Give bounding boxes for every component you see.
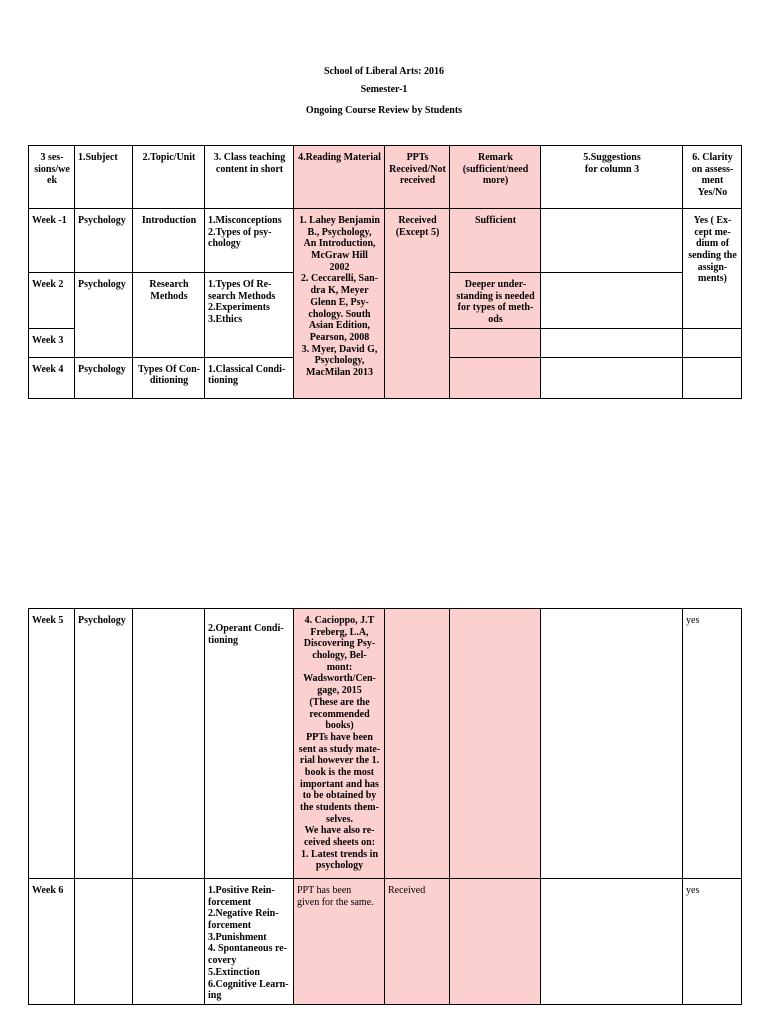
- suggestions-cell: [541, 273, 683, 329]
- suggestions-cell: [541, 357, 683, 398]
- header-reading: 4.Reading Material: [294, 146, 385, 209]
- subject-cell: Psychology: [75, 209, 133, 273]
- header-suggestions: 5.Suggestions for column 3: [541, 146, 683, 209]
- topic-cell: Types Of Con- ditioning: [133, 357, 205, 398]
- week-cell: Week -1: [29, 209, 75, 273]
- school-title: School of Liberal Arts: 2016: [324, 66, 444, 77]
- content-cell: 1.Misconceptions 2.Types of psy- chology: [205, 209, 294, 273]
- content-cell: 1.Classical Condi- tioning: [205, 357, 294, 398]
- week-cell: Week 2: [29, 273, 75, 329]
- header-row: [29, 146, 742, 209]
- header-ppts: PPTs Received/Not received: [385, 146, 450, 209]
- topic-cell: Research Methods: [133, 273, 205, 358]
- week-cell: Week 3: [29, 328, 75, 357]
- content-cell: 2.Operant Condi- tioning: [205, 609, 294, 879]
- suggestions-cell: [541, 209, 683, 273]
- clarity-cell: yes: [683, 879, 742, 1005]
- header-sessions: 3 ses- sions/we ek: [29, 146, 75, 209]
- ppts-cell: Received (Except 5): [385, 209, 450, 399]
- content-cell: 1.Positive Rein- forcement 2.Negative Rein- forcement 3.Punishment 4. Spontaneous re- covery 5.Extinction 6.Cognitive Learn- ing: [205, 879, 294, 1005]
- topic-cell: [133, 879, 205, 1005]
- header-remark: Remark (sufficient/need more): [450, 146, 541, 209]
- remark-cell: [450, 357, 541, 398]
- subject-cell: [75, 879, 133, 1005]
- week-cell: Week 5: [29, 609, 75, 879]
- reading-cell: 1. Lahey Benjamin B., Psychology, An Introduction, McGraw Hill 2002 2. Ceccarelli, San- dra K, Meyer Glenn E, Psy- chology. South Asian Edition, Pearson, 2008 3. Myer, David G, Psychology, MacMilan 2013: [294, 209, 385, 399]
- content-cell: 1.Types Of Re- search Methods 2.Experiments 3.Ethics: [205, 273, 294, 358]
- subject-cell: Psychology: [75, 609, 133, 879]
- table-row: [29, 609, 742, 879]
- table-row: [29, 879, 742, 1005]
- ppts-cell: [385, 609, 450, 879]
- clarity-cell: [683, 328, 742, 357]
- remark-cell: Sufficient: [450, 209, 541, 273]
- suggestions-cell: [541, 328, 683, 357]
- course-review-table-2: [28, 608, 742, 1005]
- header-topic: 2.Topic/Unit: [133, 146, 205, 209]
- subject-cell: Psychology: [75, 273, 133, 358]
- clarity-cell: [683, 357, 742, 398]
- course-review-table-1: [28, 145, 742, 399]
- reading-cell: 4. Cacioppo, J.T Freberg, L.A, Discovering Psy- chology, Bel- mont: Wadsworth/Cen- gage, 2015 (These are the recommended books) PPTs have been sent as study mate- rial however the 1. book is the most important and has to be obtained by the students them- selves. We have also re- ceived sheets on: 1. Latest trends in psychology: [294, 609, 385, 879]
- week-cell: Week 4: [29, 357, 75, 398]
- topic-cell: [133, 609, 205, 879]
- table-row: [29, 209, 742, 273]
- remark-cell: [450, 609, 541, 879]
- ppts-cell: Received: [385, 879, 450, 1005]
- suggestions-cell: [541, 609, 683, 879]
- header-clarity: 6. Clarity on assess- ment Yes/No: [683, 146, 742, 209]
- review-title: Ongoing Course Review by Students: [305, 105, 463, 116]
- week-cell: Week 6: [29, 879, 75, 1005]
- header-content: 3. Class teaching content in short: [205, 146, 294, 209]
- remark-cell: Deeper under- standing is needed for types of meth- ods: [450, 273, 541, 329]
- clarity-cell: yes: [683, 609, 742, 879]
- remark-cell: [450, 328, 541, 357]
- topic-cell: Introduction: [133, 209, 205, 273]
- suggestions-cell: [541, 879, 683, 1005]
- subject-cell: Psychology: [75, 357, 133, 398]
- semester-title: Semester-1: [360, 84, 408, 95]
- clarity-cell: Yes ( Ex- cept me- dium of sending the assign- ments): [683, 209, 742, 329]
- remark-cell: [450, 879, 541, 1005]
- reading-cell: PPT has been given for the same.: [294, 879, 385, 1005]
- header-subject: 1.Subject: [75, 146, 133, 209]
